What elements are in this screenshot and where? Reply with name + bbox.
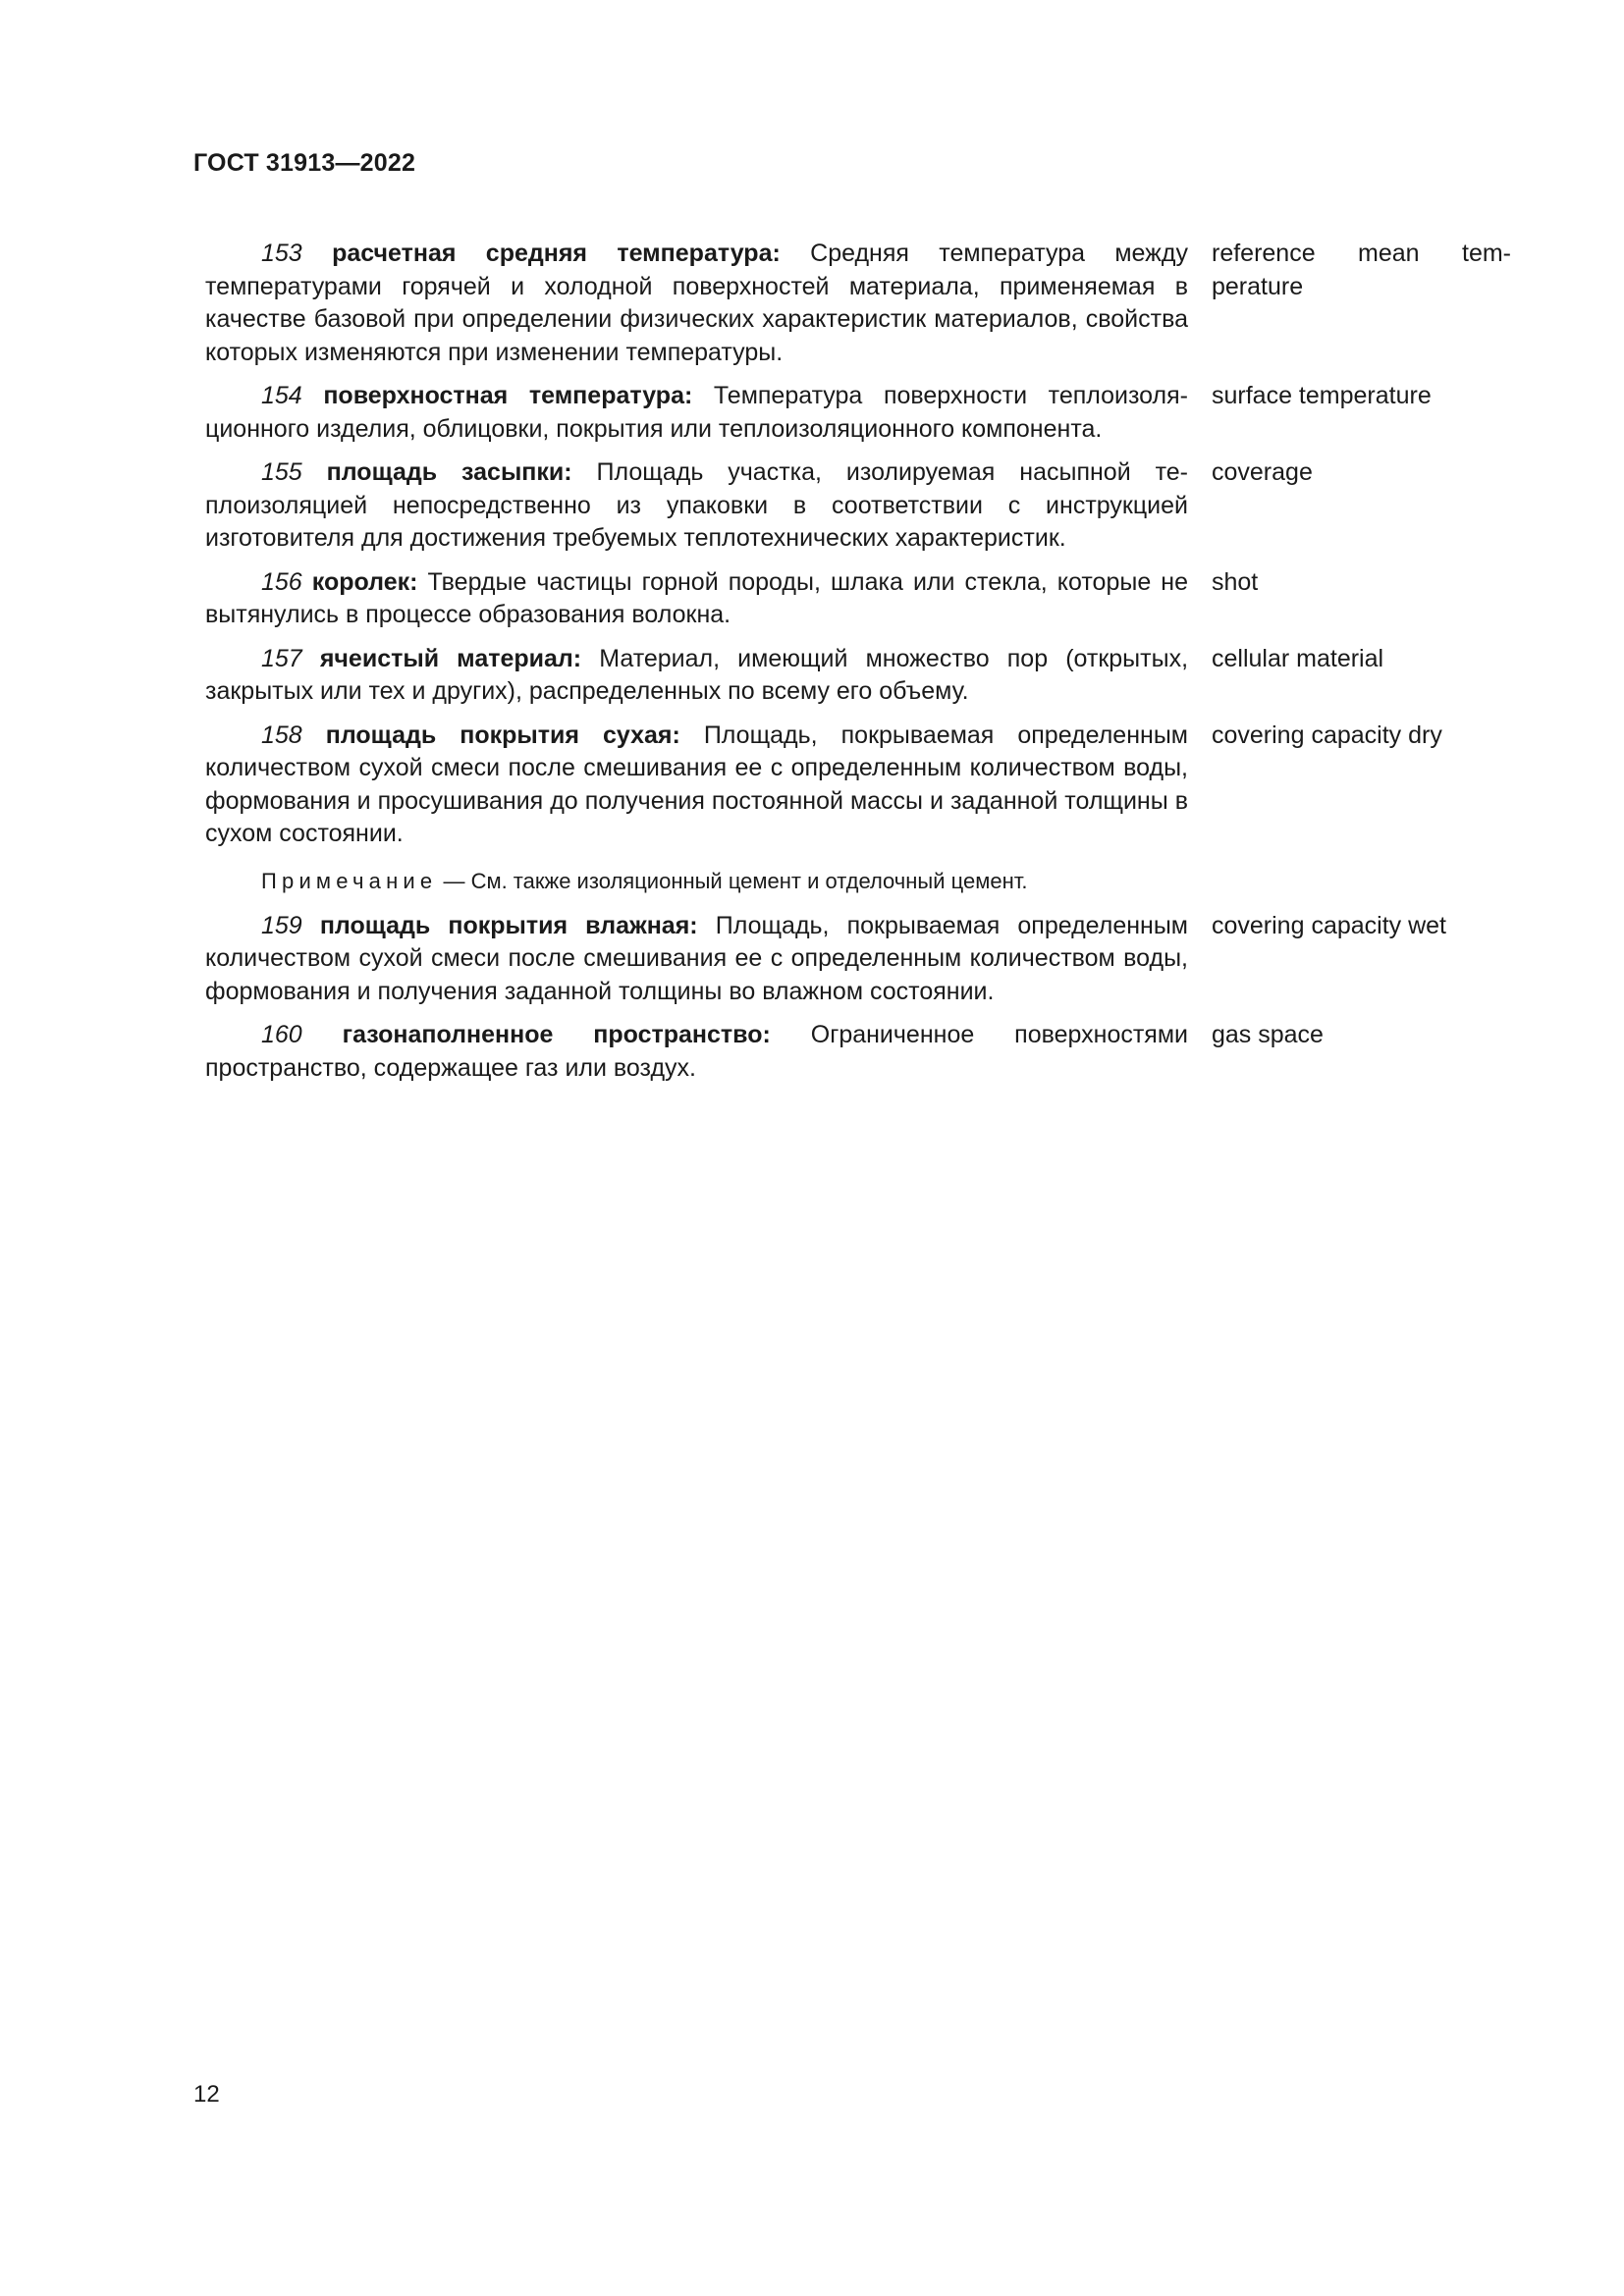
note-label: Примечание [261,868,438,893]
term-text: Средняя температура между температурами горячей и холодной поверхностей материала, применяемая в качестве базовой при определении физических характеристик материалов, свойства которых изменяются при изменении температуры. [205,240,1188,366]
term-number: 158 [261,721,302,749]
term-english: cellular material [1212,644,1384,672]
page-number: 12 [193,2081,220,2108]
term-entry-158 [205,720,1511,851]
term-entry-157 [205,643,1511,709]
term-definition-ru [205,643,1188,709]
term-definition-ru [205,720,1188,851]
term-name: площадь покрытия влажная: [319,911,698,939]
term-definition-ru [205,380,1188,446]
term-number: 154 [261,382,302,409]
term-name: площадь покрытия сухая: [325,721,680,749]
term-text: Температура поверхности теплоизоляционного изделия, облицовки, покрытия или теплоизоляционного компонента. [205,382,1188,443]
term-name: расчетная средняя температура: [332,240,781,267]
term-definition-ru [205,238,1188,369]
term-entry-154 [205,380,1511,446]
document-header: ГОСТ 31913—2022 [193,149,416,177]
term-entry-159 [205,910,1511,1009]
term-text: Ограниченное поверхностями пространство, содержащее газ или воздух. [205,1021,1188,1082]
term-english: reference mean temperature [1212,240,1511,300]
term-english: covering capacity wet [1212,911,1447,939]
term-text: Материал, имеющий множество пор (открытых, закрытых или тех и других), распределенных по всему его объему. [205,644,1189,705]
term-number: 153 [261,240,302,267]
term-text: Площадь, покрываемая определенным количеством сухой смеси после смешивания ее с определенным количеством воды, формования и просушивания до получения постоянной массы и заданной толщины в сухом состоянии. [205,721,1188,847]
term-number: 157 [261,644,302,672]
term-english: gas space [1212,1021,1324,1048]
note-text: — См. также изоляционный цемент и отделочный цемент. [437,868,1028,893]
term-number: 155 [261,458,302,486]
term-entry-160 [205,1019,1511,1085]
term-english: covering capacity dry [1212,721,1442,749]
terms-list [205,238,1511,1095]
term-entry-156 [205,566,1511,632]
term-definition-ru [205,1019,1188,1085]
term-definition-ru [205,566,1188,632]
term-english: coverage [1212,458,1313,486]
term-text: Площадь участка, изолируемая насыпной теплоизоляцией непосредственно из упаковки в соответствии с инструкцией изготовителя для достижения требуемых теплотехнических характеристик. [205,458,1188,552]
term-number: 156 [261,567,302,596]
term-english: surface temperature [1212,382,1432,409]
note [205,865,1511,897]
term-name: ячеистый материал: [319,644,582,672]
term-entry-153 [205,238,1511,369]
term-english: shot [1212,567,1259,596]
term-name: королек: [311,567,418,596]
term-definition-ru [205,910,1188,1009]
term-name: площадь засыпки: [326,458,572,486]
term-definition-ru [205,456,1188,556]
term-number: 159 [261,911,302,939]
term-text: Площадь, покрываемая определенным количеством сухой смеси после смешивания ее с определенным количеством воды, формования и получения заданной толщины во влажном состоянии. [205,911,1188,1005]
term-name: газонаполненное пространство: [342,1021,771,1048]
term-entry-155 [205,456,1511,556]
term-number: 160 [261,1021,302,1048]
term-name: поверхностная температура: [323,382,693,409]
term-text: Твердые частицы горной породы, шлака или стекла, которые не вытянулись в процессе образования волокна. [205,567,1188,628]
